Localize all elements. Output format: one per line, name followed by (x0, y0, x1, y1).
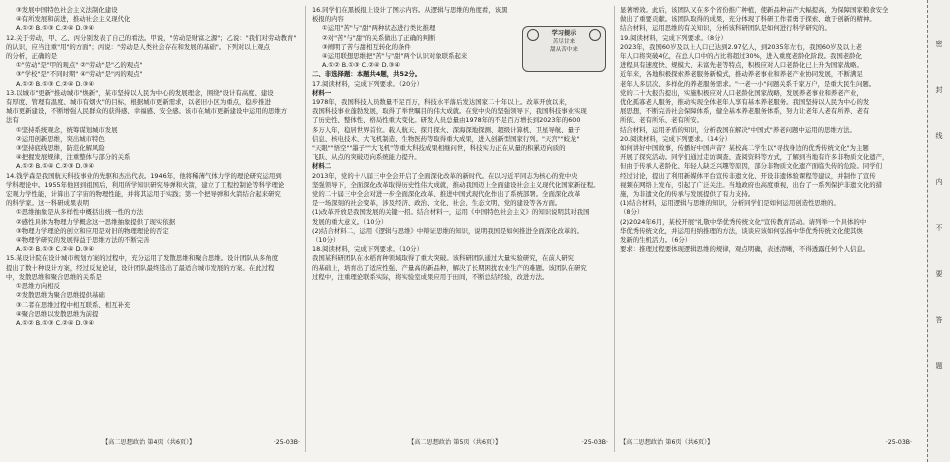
text-line: ③阐明了苦与甜相互转化的条件 (322, 42, 411, 51)
text-line: 坚强领导下，全面深化改革取得历史性伟大成就，推动我国迈上全面建设社会主义现代化国家新征程。 (312, 180, 600, 189)
text-line: ④有所发展和前进，推动社会主义现代化 (16, 15, 131, 24)
margin-char: 题 (935, 362, 943, 370)
text-line: 结合材料，运用思维的有关知识，分析该科研团队是如何进行科学研究的。 (620, 24, 831, 33)
text-line: (1)结合材料，运用逻辑与思维的知识，分析同学们是如何运用创造性思维的。 (620, 199, 840, 208)
text-line: 发新的生机活力。（6分） (620, 236, 692, 245)
text-line: 城市更新建设，不断增强人民群众的获得感、幸福感、安全感。该市在城市更新建设中运用的思维方 (6, 107, 288, 116)
page-divider (305, 6, 306, 452)
text-line: 结合材料，运用矛盾的知识，分析我国在解决"中国式"养老问题中运用的思维方法。 (620, 125, 856, 134)
text-line: 展思想，不断完善社会保障体系，健全基本养老服务体系，努力让老年人老有所养、老有 (620, 107, 870, 116)
illustration-title: 学习提示 (551, 30, 577, 37)
text-line: 二、非选择题：本题共4题，共52分。 (312, 70, 422, 79)
face-icon (589, 29, 601, 41)
text-line: 板报的内容 (312, 15, 344, 24)
text-line: （8分） (620, 208, 644, 217)
text-line: ④运用联想思维把"苦"与"甜"两个认识对象联系起来 (322, 52, 468, 61)
text-line: 党的二十大报告提出，实施积极应对人口老龄化国家战略，发展养老事业和养老产业， (620, 88, 863, 97)
footer-code: ·25-03B· (885, 439, 912, 446)
text-line: (2)2024年6月，某校开展"礼敬中华优秀传统文化"宣传教育活动。请列举一个具体的中 (620, 217, 867, 226)
margin-char: 答 (935, 316, 943, 324)
text-line: ③二者在思维过程中相互联系、相互补充 (16, 300, 131, 309)
text-line: 进程具有速度快、规模大、未富先老等特点，积极应对人口老龄化已上升为国家战略。 (620, 61, 863, 70)
text-line: 显著增效。此后，该团队又在多个省份推广种植，使新品种亩产大幅提高，为保障国家粮食安全 (620, 6, 889, 14)
text-line: 18.阅读材料，完成下列要求。（10分） (312, 245, 423, 254)
text-line: A.①② B.①③ C.②④ D.③④ (16, 245, 95, 254)
text-line: 20.阅读材料，完成下列要求。（14分） (620, 134, 731, 143)
footer-page-label: 【高二思想政治 第4页（共6页）】 (102, 439, 196, 446)
text-line: ①运用"苦"与"甜"两种状态进行类比推理 (322, 24, 436, 33)
text-line: A.①② B.①③ C.②④ D.③④ (16, 79, 95, 88)
text-line: 提出了数十种设计方案，经过反复论证，设计团队最终选出了最适合城市发展的方案。在此过程 (6, 263, 275, 272)
text-line: (1)改革开放是我国发展的关键一招。结合材料一，运用《中国特色社会主义》的知识说明其对我国 (312, 208, 590, 217)
margin-char: 内 (935, 178, 943, 186)
text-line: 要求：推理过程要体现逻辑思维的规律，观点明确，表述清晰，不得透露任何个人信息。 (620, 245, 870, 254)
text-line: A.①② B.①④ C.②③ D.③④ (16, 162, 95, 171)
text-line: 过程中，注重理论联系实际，将实验室成果应用于田间，不断总结经验，改进方法。 (312, 272, 549, 281)
text-line: 12.关于劳动，甲、乙、丙分别发表了自己的看法。甲说，"劳动是财富之源"；乙说："我们对劳动教育" (6, 33, 297, 42)
text-line: ③坚持底线思维，防范化解风险 (16, 144, 105, 153)
margin-char: 不 (935, 224, 943, 232)
text-line: 1978年，我国科技人员数量不足百万，科技水平落后发达国家二十年以上。改革开放以来， (312, 98, 572, 107)
text-line: ④聚合思维以发散思维为前提 (16, 309, 99, 318)
text-line: 华优秀传统文化，并运用归纳推理的方法，谈谈应该如何弘扬中华优秀传统文化使其焕 (620, 226, 863, 235)
sun-icon (527, 29, 539, 41)
text-line: 飞跃、从点的突破迈向系统能力提升。 (312, 153, 421, 162)
text-line: 经过讨论，提出了利用新媒体平台宣传非遗文化、开设非遗体验课程等建议，并制作了宣传 (620, 171, 876, 180)
page-4-column (6, 6, 300, 432)
text-line: （10分） (312, 236, 340, 245)
text-line: 17.阅读材料，完成下列要求。（20分） (312, 79, 423, 88)
text-line: "天眼""悟空""墨子""大飞机"等重大科技成果相继问世，科技实力正在从量的积累迈向质的 (312, 144, 566, 153)
illustration-line: 苦尽甘来 (552, 39, 576, 45)
text-line: ③物理力学理论的创立和应用是对旧的物理理论的否定 (16, 226, 169, 235)
margin-char: 要 (935, 270, 943, 278)
text-line: ②对"苦"与"甜"的关系做出了正确的判断 (322, 33, 436, 42)
text-line: 所依、老有所乐、老有所安。 (620, 116, 704, 125)
footer-page-label: 【高二思想政治 第5页（共6页）】 (408, 439, 502, 446)
page-6-column (620, 6, 912, 432)
text-line: 多万人年，稳居世界首位。载人航天、探月探火、深海深地探测、超级计算机、卫星导航、量子 (312, 125, 581, 134)
text-line: 发展的重大意义。（10分） (312, 217, 388, 226)
text-line: ③"学校"是"不同时期" ④"劳动"是"丙的观点" (16, 70, 143, 79)
text-line: ④把握发展规律，注重整体与部分的关系 (16, 153, 131, 162)
footer-page-label: 【高二思想政治 第6页（共6页）】 (620, 439, 714, 446)
text-line: 2023年，我国60岁及以上人口已达到2.97亿人，到2035年左右，我国60岁及以上老 (620, 42, 862, 51)
text-line: ④物理学研究的发展得益于思维方法的不断完善 (16, 236, 150, 245)
text-line: 14.钱学森是我国航天科技事业的先驱和杰出代表。1946年，他将稀薄气体力学的理论研究运用到 (6, 171, 282, 180)
text-line: 近年来，各地积极探索养老服务新模式，推动养老事业和养老产业协同发展，不断满足 (620, 70, 863, 79)
footer-code: ·25-03B· (273, 439, 300, 446)
text-line: 材料一 (312, 88, 332, 97)
text-line: ①"劳动"是"甲的观点" ②"劳动"是"乙的观点" (16, 61, 143, 70)
text-line: 是一场深刻的社会变革，涉及经济、政治、文化、社会、生态文明、党的建设等各方面。 (312, 199, 562, 208)
page-footer (312, 437, 608, 449)
text-line: 16.同学们在黑板报上设计了图示内容。从逻辑与思维的角度看，该黑 (312, 6, 508, 14)
text-line: 有厚度、管理有温度、城市有烟火"的目标，根据城市更新需求，以老旧小区为重点，稳步推进 (6, 98, 271, 107)
text-line: 的基础上，培育出了适应性强、产量高的新品种，解决了长期困扰农业生产的难题。该团队在研究 (312, 263, 587, 272)
text-line: 宏观力学性能，计算出了宇宙的物理性能，并将其运用于实践；第一个把导弹和火箭结合起来研究 (6, 190, 281, 199)
text-line: 视频在网络上发布，引起了广泛关注。当地政府也高度重视，出台了一系列保护非遗文化的措 (620, 180, 883, 189)
text-line: 材料二 (312, 162, 332, 171)
text-line: ①坚持系统观念，统筹谋划城市发展 (16, 125, 118, 134)
text-line: 信息、核电技术、大飞机制造、生物医药等取得重大成果，进入创新型国家行列。"天宫""蛟龙" (312, 134, 580, 143)
footer-code: ·25-03B· (581, 439, 608, 446)
text-line: 如何讲好中国故事，传播好中国声音？某校高二学生以"寻找身边的优秀传统文化"为主题 (620, 144, 869, 153)
text-line: 的认识，应当注重"用"的方面"；丙说："劳动是人类社会存在和发展的基础"。下列对以上观点 (6, 42, 270, 51)
text-line: 我国科技事业蓬勃发展，取得了举世瞩目的伟大成就。在党中央的坚强领导下，我国科技事业实现 (312, 107, 587, 116)
text-line: ③发展中国特色社会主义法制化建设 (16, 6, 118, 14)
text-line: 学科理论中。1955年他回到祖国后，利用所学知识研究导弹和火箭，建立了工程控制论等科学理论 (6, 180, 285, 189)
page-footer (620, 437, 912, 449)
text-line: ②发散思维为聚合思维提供基础 (16, 291, 105, 300)
margin-char: 线 (935, 132, 943, 140)
text-line: ②感性具体为物理力学概念这一思维抽象提供了现实依据 (16, 217, 176, 226)
text-line: A.①② B.①③ C.②④ D.③④ (16, 318, 95, 327)
text-line: ②运用创新思维，突出城市特色 (16, 134, 105, 143)
text-line: 19.阅读材料，完成下列要求。（8分） (620, 33, 727, 42)
text-line: 做出了重要贡献。该团队取得的成果，充分体现了科研工作者勇于探索、敢于创新的精神。 (620, 15, 876, 24)
binding-margin (927, 0, 950, 462)
margin-char: 密 (935, 40, 943, 48)
text-line: 2013年，党的十八届三中全会开启了全面深化改革的新时代。在以习近平同志为核心的党中央 (312, 171, 578, 180)
text-line: 但由于传承人老龄化、年轻人缺乏兴趣等原因，部分非物质文化遗产面临失传的危险。同学们 (620, 162, 883, 171)
text-line: 13.以城市"更新"推动城市"焕新"，某市坚持以人民为中心的发展理念，围绕"设计有高度、建设 (6, 88, 274, 97)
page-divider (614, 6, 615, 452)
page-footer (6, 437, 300, 449)
text-line: 施，为非遗文化的传承与发展提供了有力支持。 (620, 190, 755, 199)
text-line: 了历史性、整体性、格局性重大变化。研发人员总量由1978年的不足百万增长到2023年的600 (312, 116, 581, 125)
margin-char: 封 (935, 86, 943, 94)
text-line: 15.某设计院在设计城市规划方案的过程中，充分运用了发散思维和聚合思维。设计团队从多角度 (6, 254, 279, 263)
text-line: ①思维方向相反 (16, 282, 61, 291)
illustration-line: 甜从苦中来 (550, 47, 578, 53)
text-line: 老年人多层次、多样化的养老服务需求。"一老一小"问题关系千家万户，是重大民生问题。 (620, 79, 876, 88)
text-line: 中，发散思维和聚合思维的关系是 (6, 272, 102, 281)
text-line: 年人口将突破4亿，在总人口中的占比将超过30%，进入重度老龄化阶段。我国老龄化 (620, 52, 862, 61)
text-line: ①思维抽象是从多样性中概括出统一性的方法 (16, 208, 144, 217)
blackboard-illustration (522, 26, 606, 72)
text-line: 的科学家。这一科研成果表明 (6, 199, 90, 208)
text-line: A.①② B.①③ C.②④ D.③④ (16, 24, 95, 33)
text-line: (2)结合材料二，运用《逻辑与思维》中辩证思维的知识，说明我国是如何推进全面深化改革的。 (312, 226, 584, 235)
text-line: 开展了探究活动。同学们通过走访调查、查阅资料等方式，了解到当地有许多非物质文化遗产， (620, 153, 889, 162)
text-line: 优化孤寡老人服务，推动实现全体老年人享有基本养老服务。我国坚持以人民为中心的发 (620, 98, 870, 107)
text-line: 党的二十届三中全会对进一步全面深化改革、推进中国式现代化作出了系统部署。全面深化改革 (312, 190, 581, 199)
text-line: A.①② B.①③ C.②④ D.③④ (322, 61, 401, 70)
text-line: 法有 (6, 116, 19, 125)
text-line: 的分析，正确的是 (6, 52, 58, 61)
text-line: 我国某科研团队在水稻育种领域取得了重大突破。该科研团队通过大量实验研究，在前人研究 (312, 254, 575, 263)
